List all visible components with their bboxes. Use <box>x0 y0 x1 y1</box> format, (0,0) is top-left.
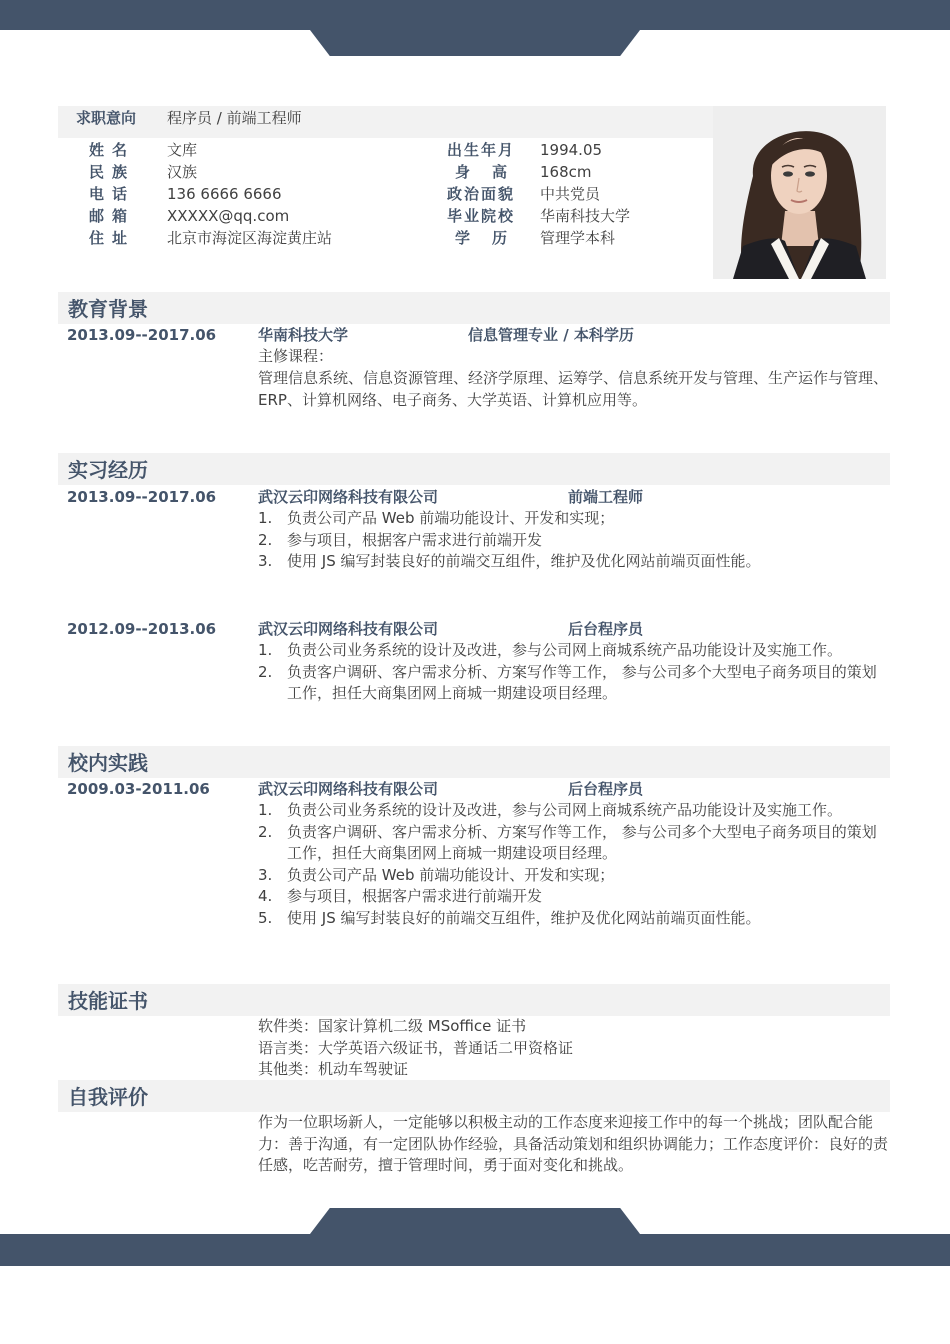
list-item-text: 负责客户调研、客户需求分析、方案写作等工作， 参与公司多个大型电子商务项目的策划工作，担任大商集团网上商城一期建设项目经理。 <box>287 662 877 702</box>
list-item-number: 5. <box>258 908 273 927</box>
skills-line-language: 语言类：大学英语六级证书，普通话二甲资格证 <box>258 1039 574 1057</box>
internship-1-duties <box>258 508 888 573</box>
list-item-number: 2. <box>258 822 273 841</box>
list-item-number: 1. <box>258 641 273 659</box>
internship-2-role: 后台程序员 <box>568 620 644 638</box>
skills-section-band <box>58 984 890 1016</box>
list-item-number: 2. <box>258 662 273 681</box>
list-item-text: 使用 JS 编写封装良好的前端交互组件，维护及优化网站前端页面性能。 <box>287 908 761 927</box>
bottom-decor-trapezoid <box>310 1208 640 1234</box>
info-value-ethnicity: 汉族 <box>167 163 198 181</box>
info-value-school: 华南科技大学 <box>540 207 631 225</box>
list-item-text: 参与项目，根据客户需求进行前端开发 <box>287 530 543 549</box>
list-item <box>258 662 888 705</box>
info-value-degree: 管理学本科 <box>540 229 616 247</box>
info-value-name: 文库 <box>167 141 198 159</box>
campus-company: 武汉云印网络科技有限公司 <box>258 780 439 798</box>
education-school: 华南科技大学 <box>258 326 349 344</box>
info-label-school: 毕业院校 <box>447 207 513 225</box>
education-section-band <box>58 292 890 324</box>
list-item-number: 3. <box>258 865 273 884</box>
campus-section-band <box>58 746 890 778</box>
internship-section-band <box>58 453 890 485</box>
list-item <box>258 886 888 908</box>
list-item-number: 1. <box>258 801 273 819</box>
top-decor-trapezoid <box>310 30 640 56</box>
list-item-text: 负责公司产品 Web 前端功能设计、开发和实现； <box>287 509 615 527</box>
info-value-address: 北京市海淀区海淀黄庄站 <box>167 229 333 247</box>
education-courses: 管理信息系统、信息资源管理、经济学原理、运筹学、信息系统开发与管理、生产运作与管理、ERP、计算机网络、电子商务、大学英语、计算机应用等。 <box>258 369 889 409</box>
bottom-decor-bar <box>0 1234 950 1266</box>
list-item-number: 1. <box>258 509 273 527</box>
list-item <box>258 822 888 865</box>
self-eval-section-band <box>58 1080 890 1112</box>
list-item-text: 负责客户调研、客户需求分析、方案写作等工作， 参与公司多个大型电子商务项目的策划工作，担任大商集团网上商城一期建设项目经理。 <box>287 822 877 862</box>
list-item-text: 使用 JS 编写封装良好的前端交互组件，维护及优化网站前端页面性能。 <box>287 552 761 570</box>
list-item-text: 参与项目，根据客户需求进行前端开发 <box>287 887 543 905</box>
job-intent-band <box>58 106 713 138</box>
campus-duties <box>258 800 888 929</box>
info-label-address: 住址 <box>89 229 127 247</box>
list-item-text: 负责公司业务系统的设计及改进，参与公司网上商城系统产品功能设计及实施工作。 <box>287 801 843 819</box>
info-label-height: 身高 <box>455 163 507 181</box>
self-eval-section-title: 自我评价 <box>68 1085 148 1109</box>
info-value-phone: 136 6666 6666 <box>167 185 282 203</box>
info-label-name: 姓名 <box>89 141 127 159</box>
skills-line-software: 软件类：国家计算机二级 MSoffice 证书 <box>258 1017 527 1035</box>
list-item-number: 4. <box>258 887 273 905</box>
skills-section-title: 技能证书 <box>68 989 148 1013</box>
self-eval-text: 作为一位职场新人，一定能够以积极主动的工作态度来迎接工作中的每一个挑战；团队配合能力：善于沟通，有一定团队协作经验，具备活动策划和组织协调能力；工作态度评价：良好的责任感，吃苦耐劳，擅于管理时间，勇于面对变化和挑战。 <box>258 1113 889 1174</box>
info-value-email: XXXXX@qq.com <box>167 207 290 225</box>
list-item <box>258 640 888 662</box>
skills-line-other: 其他类：机动车驾驶证 <box>258 1060 409 1078</box>
list-item-text: 负责公司产品 Web 前端功能设计、开发和实现； <box>287 865 615 884</box>
list-item-number: 2. <box>258 530 273 549</box>
info-label-ethnicity: 民族 <box>89 163 127 181</box>
list-item <box>258 800 888 822</box>
info-label-email: 邮箱 <box>89 207 127 225</box>
top-decor-bar <box>0 0 950 30</box>
internship-2-date: 2012.09--2013.06 <box>67 620 217 638</box>
portrait-illustration <box>713 106 886 279</box>
list-item <box>258 865 888 887</box>
profile-photo <box>713 106 886 279</box>
internship-1-company: 武汉云印网络科技有限公司 <box>258 488 439 506</box>
campus-date: 2009.03-2011.06 <box>67 780 210 798</box>
list-item <box>258 530 888 552</box>
education-courses-label: 主修课程： <box>258 347 334 365</box>
list-item-text: 负责公司业务系统的设计及改进，参与公司网上商城系统产品功能设计及实施工作。 <box>287 641 843 659</box>
info-value-height: 168cm <box>540 163 592 181</box>
internship-1-role: 前端工程师 <box>568 488 644 506</box>
job-intent-value: 程序员 / 前端工程师 <box>167 109 302 127</box>
campus-role: 后台程序员 <box>568 780 644 798</box>
list-item <box>258 551 888 573</box>
job-intent-label: 求职意向 <box>76 109 137 127</box>
campus-section-title: 校内实践 <box>68 751 148 775</box>
internship-section-title: 实习经历 <box>68 458 148 482</box>
internship-2-duties <box>258 640 888 705</box>
info-value-political: 中共党员 <box>540 185 601 203</box>
internship-1-date: 2013.09--2017.06 <box>67 488 217 506</box>
list-item <box>258 908 888 930</box>
info-label-degree: 学历 <box>455 229 507 247</box>
education-section-title: 教育背景 <box>68 297 148 321</box>
list-item-number: 3. <box>258 552 273 570</box>
education-date: 2013.09--2017.06 <box>67 326 217 344</box>
info-value-birth: 1994.05 <box>540 141 603 159</box>
info-label-phone: 电话 <box>89 185 127 203</box>
list-item <box>258 508 888 530</box>
info-label-political: 政治面貌 <box>447 185 513 203</box>
education-major: 信息管理专业 / 本科学历 <box>468 326 634 344</box>
internship-2-company: 武汉云印网络科技有限公司 <box>258 620 439 638</box>
info-label-birth: 出生年月 <box>447 141 513 159</box>
